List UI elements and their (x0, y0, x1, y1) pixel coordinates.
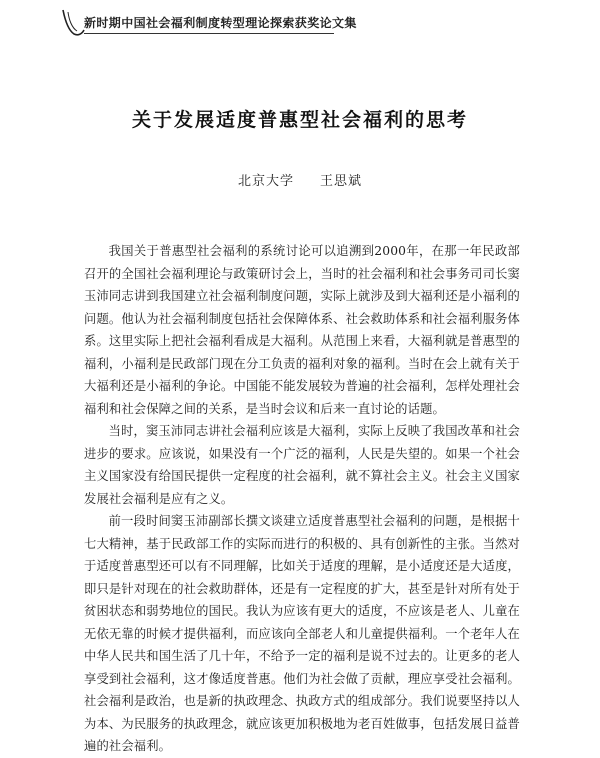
article-title: 关于发展适度普惠型社会福利的思考 (131, 109, 468, 131)
header-divider (84, 33, 334, 34)
running-header (0, 0, 600, 46)
article-body (84, 240, 520, 758)
series-title: 新时期中国社会福利制度转型理论探索获奖论文集 (84, 16, 357, 30)
author-affiliation: 北京大学 (237, 174, 294, 189)
paragraph: 我国关于普惠型社会福利的系统讨论可以追溯到2000年，在那一年民政部召开的全国社会福利理论与政策研讨会上，当时的社会福利和社会事务司司长窦玉沛同志讲到我国建立社会福利制度问题，实际上就涉及到大福利还是小福利的问题。他认为社会福利制度包括社会保障体系、社会救助体系和社会福利服务体系。这里实际上把社会福利看成是大福利。从范围上来看，大福利就是普惠型的福利，小福利是民政部门现在分工负责的福利对象的福利。当时在会上就有关于大福利还是小福利的争论。中国能不能发展较为普遍的社会福利，怎样处理社会福利和社会保障之间的关系，是当时会议和后来一直讨论的话题。 (84, 244, 520, 416)
paragraph: 前一段时间窦玉沛副部长撰文谈建立适度普惠型社会福利的问题，是根据十七大精神，基于民政部工作的实际而进行的积极的、具有创新性的主张。当然对于适度普惠型还可以有不同理解，比如关于适度的理解，是小适度还是大适度，即只是针对现在的社会救助群体，还是有一定程度的扩大，甚至是针对所有处于贫困状态和弱势地位的国民。我认为应该有更大的适度，不应该是老人、儿童在无依无靠的时候才提供福利，而应该向全部老人和儿童提供福利。一个老年人在中华人民共和国生活了几十年，不给予一定的福利是说不过去的。让更多的老人享受到社会福利，这才像适度普惠。他们为社会做了贡献，理应享受社会福利。社会福利是政治，也是新的执政理念、执政方式的组成部分。我们说要坚持以人为本、为民服务的执政理念，就应该更加积极地为老百姓做事，包括发展日益普遍的社会福利。 (84, 514, 520, 753)
paragraph: 当时，窦玉沛同志讲社会福利应该是大福利，实际上反映了我国改革和社会进步的要求。应该说，如果没有一个广泛的福利，人民是失望的。如果一个社会主义国家没有给国民提供一定程度的社会福利，就不算社会主义。社会主义国家发展社会福利是应有之义。 (84, 424, 520, 506)
swoosh-ornament-icon (60, 8, 86, 38)
author-line (0, 170, 600, 189)
author-name: 王思斌 (320, 174, 363, 189)
